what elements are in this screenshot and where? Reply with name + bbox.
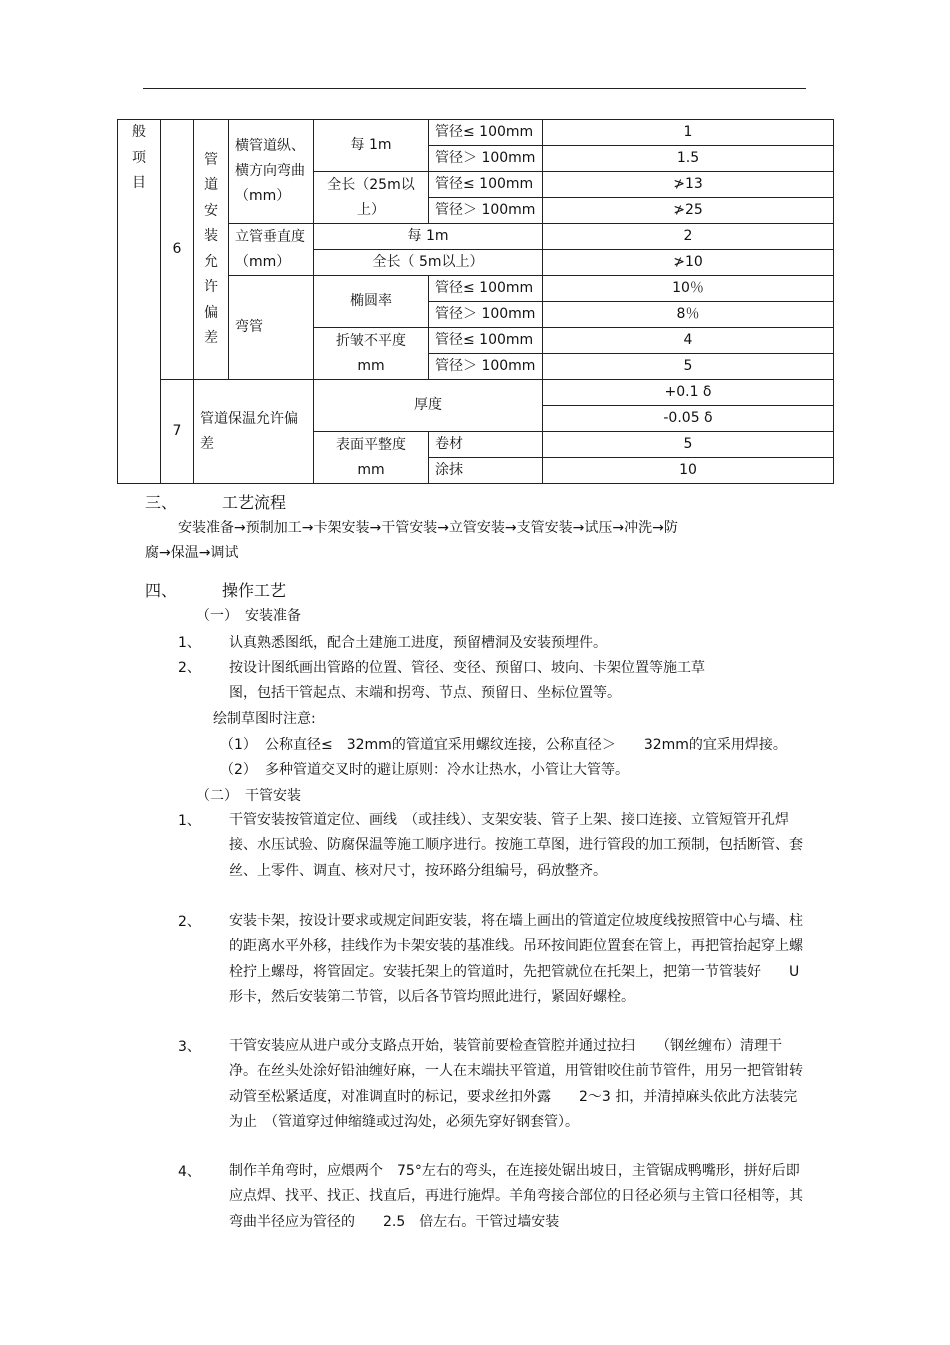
item-text: 认真熟悉图纸，配合土建施工进度，预留槽洞及安装预埋件。 <box>229 635 607 651</box>
thickness-label: 厚度 <box>314 380 543 432</box>
value-cell: 10 <box>543 458 834 484</box>
cond-cell: 管径＞ 100mm <box>429 354 543 380</box>
horizontal-label-cell <box>229 120 314 224</box>
value-cell: +0.1 δ <box>543 380 834 406</box>
wrinkle-label-b: mm <box>357 357 385 374</box>
cond-cell: 管径＞ 100mm <box>429 146 543 172</box>
wrinkle-label-a: 折皱不平度 <box>336 332 406 349</box>
horizontal-full: 全长（25m以上） <box>327 176 415 218</box>
item6-no: 6 <box>161 120 194 380</box>
item7-title: 管道保温允许偏差 <box>200 410 298 452</box>
horizontal-full-cell <box>314 172 429 224</box>
paragraph: 安装卡架，按设计要求或规定间距安装，将在墙上画出的管道定位坡度线按照管中心与墙、柱的距离水平外移，挂线作为卡架安装的基准线。吊环按间距位置套在管上，再把管抬起穿上螺栓拧上螺母，将管固定。安装托架上的管道时，先把管就位在托架上，把第一节管装好 U 形卡，然后安装第二节管，以后各节管均照此进行，紧固好螺栓。 <box>229 913 803 1005</box>
horizontal-label: 横管道纵、横方向弯曲（mm） <box>235 138 305 204</box>
wrinkle-cell <box>314 328 429 380</box>
bend-label: 弯管 <box>229 276 314 380</box>
section3-num: 三、 <box>145 493 178 512</box>
value-cell: 1 <box>543 120 834 146</box>
paragraph: 制作羊角弯时，应煨两个 75°左右的弯头，在连接处锯出坡日，主管锯成鸭嘴形，拼好后即应点焊、找平、找正、找直后，再进行施焊。羊角弯接合部位的日径必须与主管口径相等，其弯曲半径应为管径的 2.5 倍左右。干管过墙安装 <box>229 1163 803 1230</box>
item6-title: 管道安装允许偏差 <box>203 151 218 346</box>
tolerance-table <box>117 119 834 484</box>
note-label: 绘制草图时注意: <box>213 711 316 727</box>
note-num: （2） <box>220 762 257 778</box>
value-cell: 1.5 <box>543 146 834 172</box>
item7-no: 7 <box>161 380 194 484</box>
flatness-label-b: mm <box>357 461 385 478</box>
cond-cell: 每 1m <box>314 224 543 250</box>
note-text: 公称直径≤ 32mm的管道宜采用螺纹连接，公称直径＞ 32mm的宜采用焊接。 <box>265 737 787 753</box>
vertical-label-cell <box>229 224 314 276</box>
value-cell: 4 <box>543 328 834 354</box>
cond-cell: 管径≤ 100mm <box>429 328 543 354</box>
paragraph: 干管安装按管道定位、画线 （或挂线）、支架安装、管子上架、接口连接、立管短管开孔焊接、水压试验、防腐保温等施工顺序进行。按施工草图，进行管段的加工预制，包括断管、套丝、上零件、调直、核对尺寸，按环路分组编号，码放整齐。 <box>229 812 803 879</box>
note-num: （1） <box>220 737 257 753</box>
process-flow-line2: 腐→保温→调试 <box>145 545 239 561</box>
value-cell: ≯25 <box>543 198 834 224</box>
cond-cell: 全长（ 5m以上） <box>314 250 543 276</box>
cond-cell: 管径＞ 100mm <box>429 302 543 328</box>
flatness-cell <box>314 432 429 484</box>
value-cell: ≯10 <box>543 250 834 276</box>
value-cell: ≯13 <box>543 172 834 198</box>
section3-title: 工艺流程 <box>222 493 287 512</box>
value-cell: -0.05 δ <box>543 406 834 432</box>
value-cell: 5 <box>543 354 834 380</box>
horizontal-per-m: 每 1m <box>314 120 429 172</box>
cond-cell: 涂抹 <box>429 458 543 484</box>
item-num: 1、 <box>178 635 201 651</box>
flatness-label-a: 表面平整度 <box>336 436 406 453</box>
section3-heading <box>145 490 286 513</box>
paragraph: 干管安装应从进户或分支路点开始，装管前要检查管腔并通过拉扫 （钢丝缠布）清理干净。在丝头处涂好铅油缠好麻，一人在末端扶平管道，用管钳咬住前节管件，用另一把管钳转动管至松紧适度，对准调直时的标记，要求丝扣外露 2～3 扣，并清掉麻头依此方法装完为止 （管道穿过伸缩缝或过沟处，必须先穿好钢套管）。 <box>229 1038 803 1130</box>
item-num: 2、 <box>178 660 201 676</box>
cond-cell: 管径≤ 100mm <box>429 172 543 198</box>
item-num: 1、 <box>178 813 201 829</box>
sub2-heading: （二） 干管安装 <box>196 788 301 804</box>
value-cell: 8％ <box>543 302 834 328</box>
cond-cell: 管径＞ 100mm <box>429 198 543 224</box>
item-num: 4、 <box>178 1164 201 1180</box>
item-text: 图，包括干管起点、末端和拐弯、节点、预留日、坐标位置等。 <box>229 685 621 701</box>
value-cell: 5 <box>543 432 834 458</box>
section4-title: 操作工艺 <box>222 581 287 600</box>
value-cell: 2 <box>543 224 834 250</box>
row-group-label: 般项目 <box>131 124 146 191</box>
section4-heading <box>145 578 286 601</box>
item7-title-cell <box>194 380 314 484</box>
value-cell: 10％ <box>543 276 834 302</box>
item6-title-cell <box>194 120 229 380</box>
table-row <box>118 380 834 406</box>
header-rule <box>143 88 806 89</box>
item-text: 按设计图纸画出管路的位置、管径、变径、预留口、坡向、卡架位置等施工草 <box>229 660 705 676</box>
row-group-cell <box>118 120 161 484</box>
item-num: 2、 <box>178 914 201 930</box>
item-num: 3、 <box>178 1039 201 1055</box>
note-text: 多种管道交叉时的避让原则：冷水让热水，小管让大管等。 <box>265 762 629 778</box>
vertical-label: 立管垂直度（mm） <box>235 228 305 270</box>
cond-cell: 管径≤ 100mm <box>429 276 543 302</box>
ovality-label: 椭圆率 <box>314 276 429 328</box>
cond-cell: 卷材 <box>429 432 543 458</box>
process-flow-line1: 安装准备→预制加工→卡架安装→干管安装→立管安装→支管安装→试压→冲洗→防 <box>178 520 678 536</box>
sub1-heading: （一） 安装准备 <box>196 608 301 624</box>
section4-num: 四、 <box>145 581 178 600</box>
cond-cell: 管径≤ 100mm <box>429 120 543 146</box>
table-row <box>118 120 834 146</box>
